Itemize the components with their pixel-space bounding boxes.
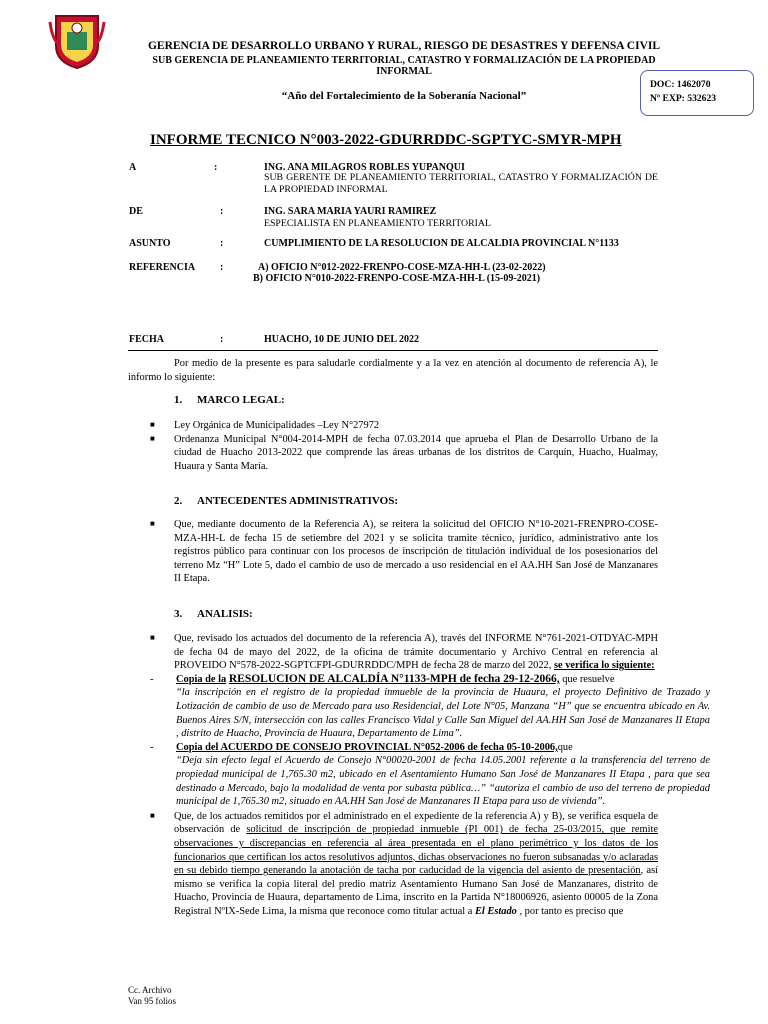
from-colon: : (220, 206, 224, 217)
list-item: ■ Ordenanza Municipal N°004-2014-MPH de fecha 07.03.2014 que aprueba el Plan de Desarrollo Urbano de la ciudad de Huacho 2013-2022 que comprende las áreas urbanas de los distritos de Carquín, Huacho, Hualmay, Huaura y Santa María. (150, 433, 658, 472)
section-3-number: 3. (174, 608, 183, 620)
reference-a: A) OFICIO N°012-2022-FRENPO-COSE-MZA-HH-L (23-02-2022) (258, 262, 546, 273)
subject-colon: : (220, 238, 224, 249)
section-1-number: 1. (174, 394, 183, 406)
list-item (150, 810, 658, 919)
bullet-icon: ■ (150, 633, 155, 642)
header-sub-office-name-continued: INFORMAL (376, 66, 432, 77)
from-role: ESPECIALISTA EN PLANEAMIENTO TERRITORIAL (264, 218, 491, 229)
subject-label: ASUNTO (129, 238, 171, 249)
to-role: SUB GERENTE DE PLANEAMIENTO TERRITORIAL, CATASTRO Y FORMALIZACIÓN DE LA PROPIEDAD INFORMAL (264, 172, 658, 195)
expedient-number: Nº EXP: 532623 (650, 93, 717, 104)
footer-folios: Van 95 folios (128, 996, 176, 1006)
section-3-title: ANALISIS: (197, 608, 253, 620)
bullet-icon: ■ (150, 433, 155, 443)
bullet-icon: ■ (150, 420, 155, 429)
from-name: ING. SARA MARIA YAURI RAMIREZ (264, 206, 437, 217)
header-sub-office-name: SUB GERENCIA DE PLANEAMIENTO TERRITORIAL, CATASTRO Y FORMALIZACIÓN DE LA PROPIEDAD (152, 55, 656, 66)
sub-item-council-agreement: - Copia del ACUERDO DE CONSEJO PROVINCIAL N°052-2006 de fecha 05-10-2006,que “Deja sin efecto legal el Acuerdo de Consejo N°00020-2001 de fecha 14.05.2001 referente a la transferencia del terreno de propiedad municipal de 1,765.30 m2, ubicado en el Asentamiento Humano San José de Manzanares II Etapa , para que sea destinado a Mercado, bajo la modalidad de venta por subasta pública…” “autoriza el cambio de uso del terreno de propiedad municipal de 1,765.30 m2, situado en AA.HH San José de Manzanares II Etapa para uso de vivienda”. (150, 740, 710, 808)
reference-b: B) OFICIO N°010-2022-FRENPO-COSE-MZA-HH-L (15-09-2021) (253, 273, 541, 284)
bullet-icon: ■ (150, 810, 155, 820)
date-colon: : (220, 334, 224, 345)
dash-icon: - (150, 672, 154, 685)
header-office-name: GERENCIA DE DESARROLLO URBANO Y RURAL, RIESGO DE DESASTRES Y DEFENSA CIVIL (147, 40, 661, 52)
bullet-icon: ■ (150, 519, 155, 528)
to-label: A (129, 162, 137, 173)
reference-label: REFERENCIA (129, 262, 196, 273)
list-item: ■ Que, mediante documento de la Referencia A), se reitera la solicitud del OFICIO N°10-2021-FRENPRO-COSE-MZA-HH-L de fecha 15 de setiembre del 2021 y se solicita tramite técnico, jurídico, administrativo ante los registros público para continuar con los procesos de inscripción de titulación individual de los posesionarios del terreno Mz “H” Lote 5, dado el cambio de uso de mercado a uso residencial en el AA.HH San José de Manzanares II Etapa. (150, 519, 658, 585)
dash-icon: - (150, 740, 154, 753)
subject-text: CUMPLIMIENTO DE LA RESOLUCION DE ALCALDIA PROVINCIAL N°1133 (264, 238, 619, 249)
reference-colon: : (220, 262, 224, 273)
intro-paragraph: Por medio de la presente es para saludarle cordialmente y a la vez en atención al documento de referencia A), le informo lo siguiente: (128, 358, 658, 383)
to-colon: : (214, 162, 218, 173)
section-1-title: MARCO LEGAL: (197, 394, 285, 406)
doc-number: DOC: 1462070 (650, 79, 711, 90)
section-2-number: 2. (174, 495, 183, 507)
antecedents-list (150, 518, 658, 586)
date-label: FECHA (129, 334, 164, 345)
to-name: ING. ANA MILAGROS ROBLES YUPANQUI (264, 162, 465, 173)
document-number-box (640, 70, 754, 116)
header-divider (128, 350, 658, 351)
year-motto: “Año del Fortalecimiento de la Soberanía Nacional” (281, 90, 527, 102)
date-value: HUACHO, 10 DE JUNIO DEL 2022 (264, 334, 420, 345)
analysis-paragraph-2: Que, de los actuados remitidos por el administrado en el expediente de la referencia A) y B), se verifica esquela de observación de solicitud de inscripción de propiedad inmueble (PI 001) de fecha 25-03/2015, que remite observaciones y discrepancias en referencia al área presentada en el plano perimétrico y los datos de los funcionarios que certifican los actos resolutivos adjuntos, dichas observaciones no fueron subsanadas y/o aclaradas en su debido tiempo generando la anotación de tacha por caducidad de la vigencia del asiento de presentación, así mismo se verifica la copia literal del predio matriz Asentamiento Humano San José de Manzanares, distrito de Huacho, Provincia de Huaura, departamento de Lima, inscrito en la Partida N°18006926, asiento 00005 de la Zona Registral NºIX-Sede Lima, la misma que reconoce como titular actual a El Estado , por tanto es preciso que (174, 810, 658, 917)
municipality-seal-logo (48, 10, 106, 70)
legal-framework-list (150, 419, 658, 473)
analysis-paragraph-1: Que, revisado los actuados del documento de la referencia A), través del INFORME N°761-2021-OTDYAC-MPH de fecha 04 de mayo del 2022, de la oficina de trámite documentario y Archivo Central en referencia al PROVEIDO N°578-2022-SGPTCFPI-GDURRDDC/MPH de fecha 28 de marzo del 2022, se verifica lo siguiente: (174, 633, 658, 672)
section-2-title: ANTECEDENTES ADMINISTRATIVOS: (197, 495, 398, 507)
footer-cc: Cc. Archivo (128, 985, 172, 995)
sub-item-resolution: - Copia de la RESOLUCION DE ALCALDÍA N°1133-MPH de fecha 29-12-2066, que resuelve “la inscripción en el registro de la propiedad inmueble de la provincia de Huaura, el proyecto Definitivo de Trazado y Lotización de cambio de uso de Mercado para uso Residencial, del Lote N°05, Manzana “H” que se encuentra ubicado en Av. Buenos Aires S/N, intersección con las calles Francisco Vidal y Calle San Miguel del AA.HH San José de Manzanares II Etapa , distrito de Huacho, Provincia de Huaura, Departamento de Lima”. (150, 672, 710, 740)
from-label: DE (129, 206, 143, 217)
list-item: ■ Ley Orgánica de Municipalidades –Ley N°27972 (150, 420, 380, 431)
list-item (150, 632, 710, 809)
report-title: INFORME TECNICO N°003-2022-GDURRDDC-SGPTYC-SMYR-MPH (150, 132, 622, 148)
analysis-list (150, 632, 710, 918)
